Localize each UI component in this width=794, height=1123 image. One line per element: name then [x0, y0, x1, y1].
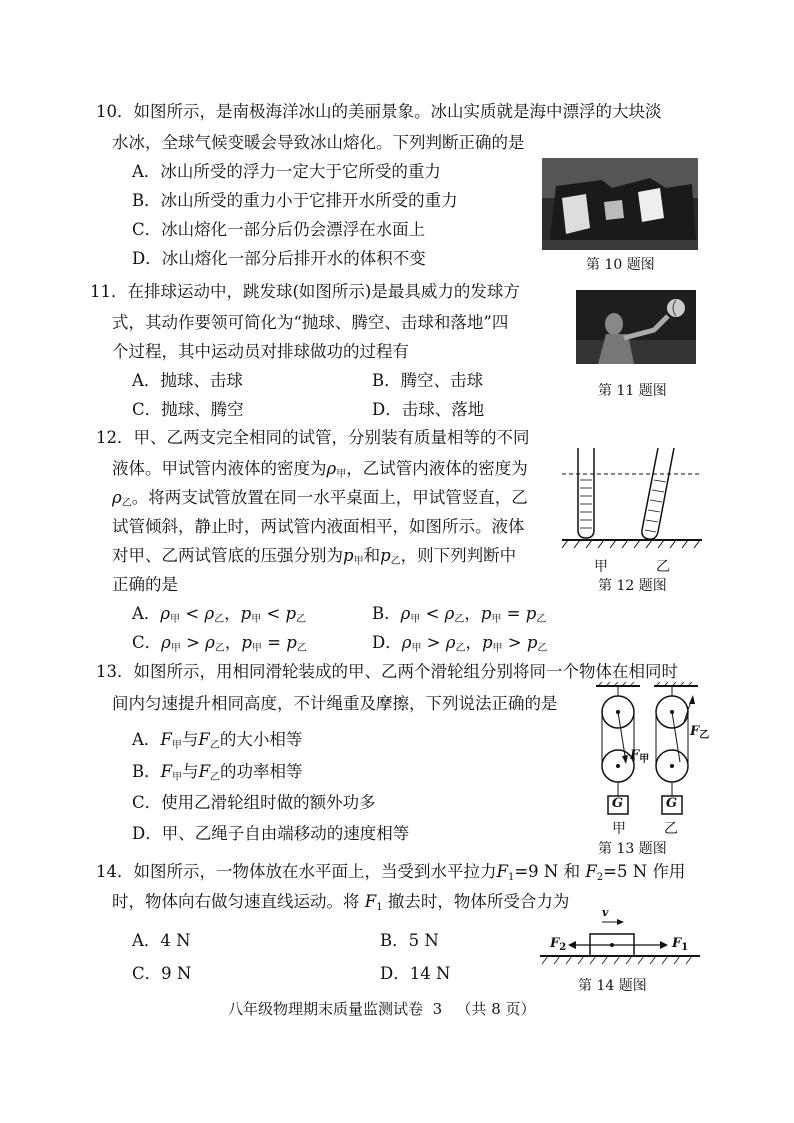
q10-option-d: D．冰山熔化一部分后排开水的体积不变 — [132, 249, 426, 268]
q12-figure-caption: 第 12 题图 — [598, 578, 667, 594]
test-tubes-diagram — [562, 444, 702, 556]
q12-fig-label-jia: 甲 — [594, 559, 608, 575]
q11-option-a: A．抛球、击球 — [132, 371, 243, 390]
q13-option-d: D．甲、乙绳子自由端移动的速度相等 — [132, 824, 410, 843]
q13-stem-line2: 间内匀速提升相同高度，不计绳重及摩擦，下列说法正确的是 — [112, 694, 558, 713]
iceberg-photo — [542, 158, 698, 250]
q10-stem-line2: 水冰，全球气候变暖会导致冰山熔化。下列判断正确的是 — [112, 133, 525, 152]
q12-option-b: B．$\rho_甲 < \rho_乙$，$p_甲 = p_乙$ — [372, 604, 547, 625]
q13-fig-F-yi: $F_乙$ — [690, 724, 710, 741]
q14-fig-velocity-label: v — [602, 906, 609, 919]
q13-fig-G-yi: G — [666, 796, 678, 811]
q10-figure-caption: 第 10 题图 — [586, 257, 655, 273]
q14-figure-caption: 第 14 题图 — [578, 978, 647, 994]
q12-stem-line4: 试管倾斜，静止时，两试管内液面相平，如图所示。液体 — [112, 517, 525, 536]
q14-option-c: C．9 N — [132, 964, 192, 983]
q14-fig-F2-label: $F_2$ — [550, 936, 567, 953]
page-footer — [228, 998, 536, 1019]
q13-stem-line1: 13．如图所示，用相同滑轮装成的甲、乙两个滑轮组分别将同一个物体在相同时 — [96, 662, 678, 681]
q12-stem-line1: 12．甲、乙两支完全相同的试管，分别装有质量相等的不同 — [96, 428, 530, 447]
q13-figure-caption: 第 13 题图 — [598, 841, 667, 857]
q14-option-b: B．5 N — [380, 931, 439, 950]
q11-stem-line1: 11．在排球运动中，跳发球(如图所示)是最具威力的发球方 — [90, 282, 520, 301]
footer-title: 八年级物理期末质量监测试卷 — [228, 1000, 424, 1018]
q12-stem-line2: 液体。甲试管内液体的密度为$\rho_甲$，乙试管内液体的密度为 — [112, 459, 528, 480]
q11-stem-line3: 个过程，其中运动员对排球做功的过程有 — [112, 342, 409, 361]
footer-total-pages: （共 8 页） — [456, 1000, 536, 1018]
q10-option-a: A．冰山所受的浮力一定大于它所受的重力 — [132, 162, 441, 181]
q12-stem-line6: 正确的是 — [112, 575, 178, 594]
q13-fig-F-jia: $F_甲$ — [630, 748, 650, 765]
q13-option-c: C．使用乙滑轮组时做的额外功多 — [132, 793, 376, 812]
q11-option-b: B．腾空、击球 — [372, 371, 484, 390]
q14-option-a: A．4 N — [132, 931, 191, 950]
q11-option-d: D．击球、落地 — [372, 400, 485, 419]
q10-option-b: B．冰山所受的重力小于它排开水所受的重力 — [132, 191, 458, 210]
q12-stem-line5: 对甲、乙两试管底的压强分别为$p_甲$和$p_乙$，则下列判断中 — [112, 546, 517, 567]
q13-option-b: B．$F_甲$与$F_乙$的功率相等 — [132, 762, 303, 783]
q13-fig-label-yi: 乙 — [664, 821, 678, 837]
q10-option-c: C．冰山熔化一部分后仍会漂浮在水面上 — [132, 220, 426, 239]
volleyball-photo — [576, 290, 696, 364]
q14-fig-F1-label: $F_1$ — [672, 936, 689, 953]
q13-fig-G-jia: G — [612, 796, 624, 811]
q11-option-c: C．抛球、腾空 — [132, 400, 244, 419]
q12-option-c: C．$\rho_甲 > \rho_乙$，$p_甲 = p_乙$ — [132, 633, 307, 654]
footer-page-number: 3 — [432, 1000, 443, 1018]
q14-option-d: D．14 N — [380, 964, 451, 983]
q10-stem-line1: 10．如图所示，是南极海洋冰山的美丽景象。冰山实质就是海中漂浮的大块淡 — [96, 102, 662, 121]
q12-fig-label-yi: 乙 — [656, 559, 670, 575]
q14-stem-line2: 时，物体向右做匀速直线运动。将 $F_1$ 撤去时，物体所受合力为 — [112, 892, 570, 913]
q14-stem-line1: 14．如图所示，一物体放在水平面上，当受到水平拉力$F_1=9$ N 和 $F_2=5$ N 作用 — [96, 862, 686, 883]
q12-stem-line3: $\rho_乙$。将两支试管放置在同一水平桌面上，甲试管竖直，乙 — [112, 488, 528, 509]
q11-stem-line2: 式，其动作要领可简化为“抛球、腾空、击球和落地”四 — [112, 313, 509, 332]
q13-option-a: A．$F_甲$与$F_乙$的大小相等 — [132, 730, 303, 751]
q12-option-d: D．$\rho_甲 > \rho_乙$，$p_甲 > p_乙$ — [372, 633, 548, 654]
q13-fig-label-jia: 甲 — [612, 821, 626, 837]
q11-figure-caption: 第 11 题图 — [598, 383, 667, 399]
q12-option-a: A．$\rho_甲 < \rho_乙$，$p_甲 < p_乙$ — [132, 604, 307, 625]
